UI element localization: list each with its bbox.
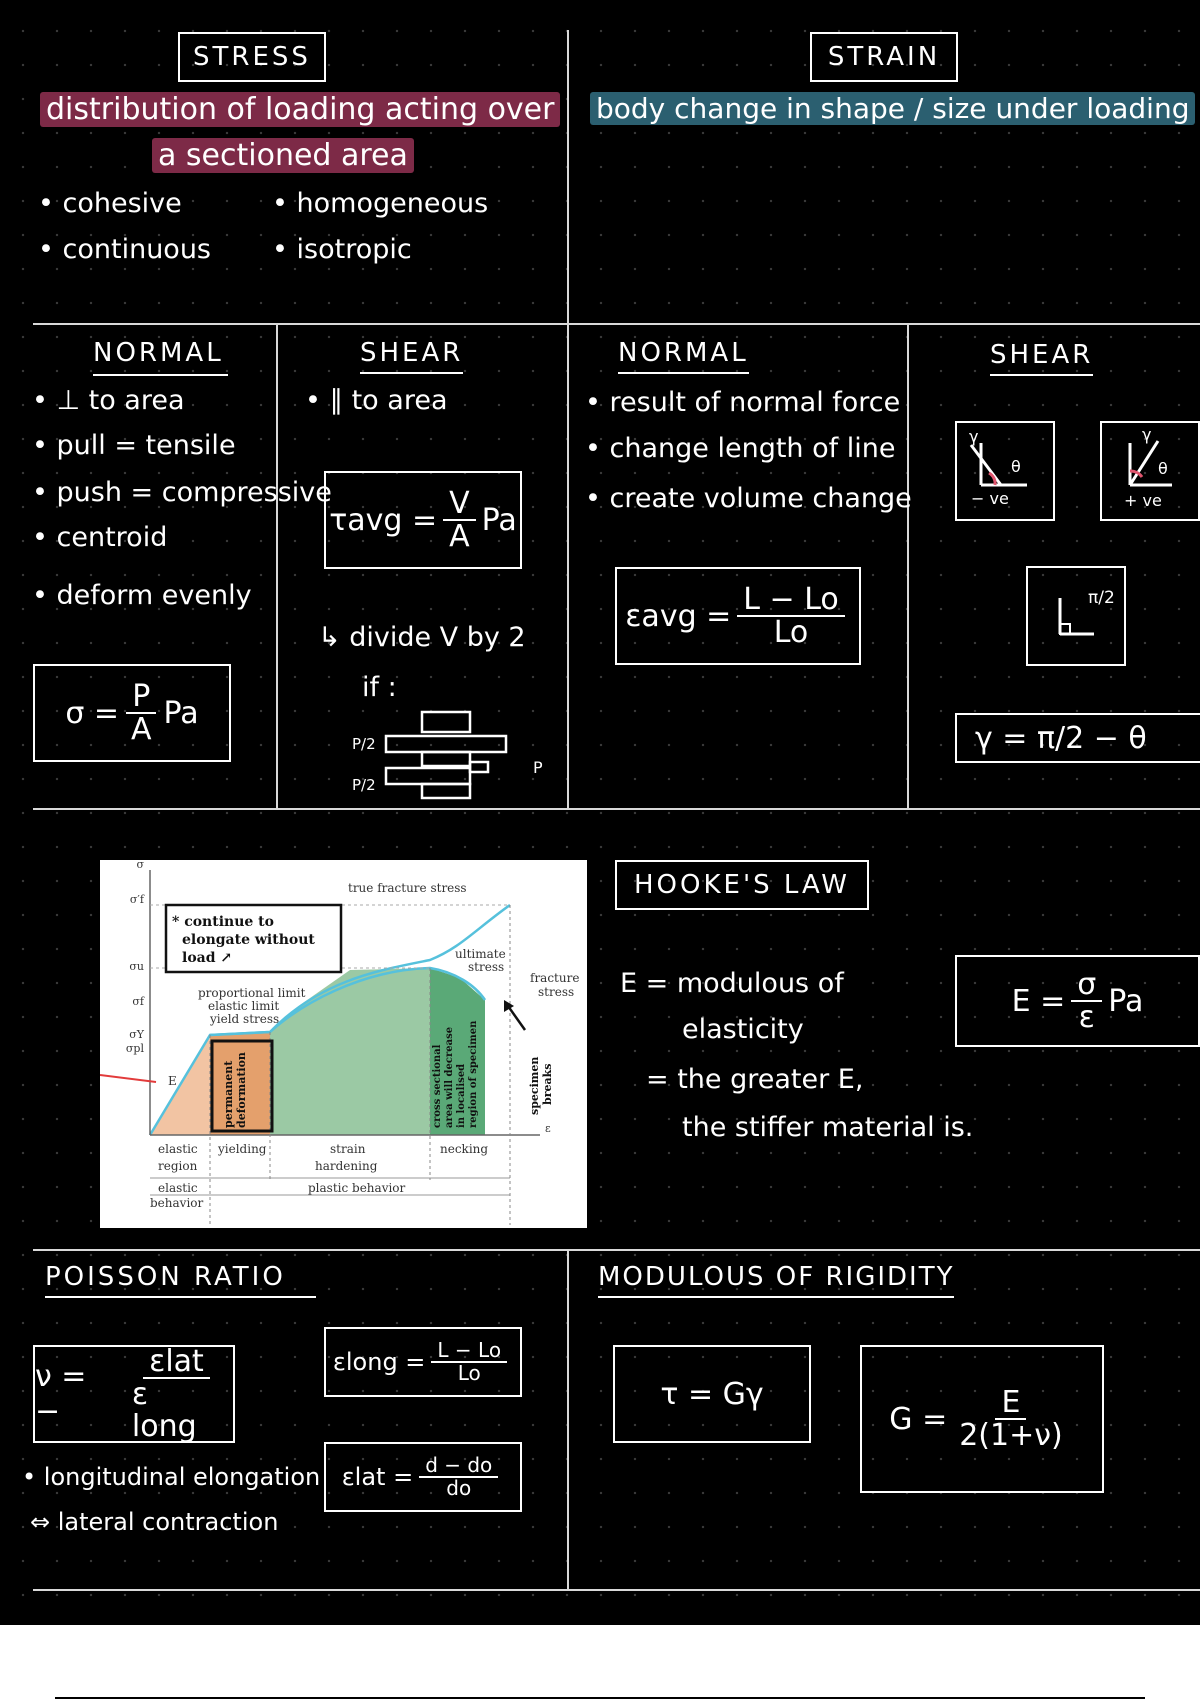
- fracture-label-1: fracture: [530, 971, 580, 985]
- cross-section-label-3: in localised: [456, 1063, 467, 1128]
- region-hardening: hardening: [315, 1159, 378, 1173]
- normal-stress-bullet-1: • ⊥ to area: [32, 385, 185, 416]
- proportional-label: proportional limit: [198, 986, 306, 1000]
- shear-strain-title: SHEAR: [990, 340, 1093, 370]
- cross-section-label-2: area will decrease: [444, 1026, 455, 1128]
- normal-strain-bullet-1: • result of normal force: [585, 387, 901, 418]
- axis-x-label: ε: [545, 1122, 551, 1135]
- rigidity-formula-1: τ = Gγ: [613, 1345, 811, 1443]
- divider-row1: [33, 323, 1200, 325]
- poisson-title: POISSON RATIO: [45, 1262, 316, 1292]
- ultimate-label-1: ultimate: [455, 947, 506, 961]
- tick-proportional: σpl: [125, 1042, 144, 1055]
- right-angle-box: π/2: [1026, 566, 1126, 666]
- stress-bullet-continuous: • continuous: [38, 234, 212, 265]
- stress-strain-diagram: [100, 860, 587, 1228]
- stress-title: STRESS: [178, 32, 326, 82]
- yield-stress-label: yield stress: [210, 1012, 280, 1026]
- divider-col1: [276, 323, 278, 809]
- normal-strain-bullet-3: • create volume change: [585, 483, 912, 514]
- tick-yield: σY: [129, 1028, 144, 1041]
- permanent-label-1: permanent: [222, 1060, 235, 1128]
- region-yielding: yielding: [218, 1142, 267, 1156]
- page-bottom-rule: [55, 1697, 1145, 1699]
- shear-strain-positive-box: γ θ + ve: [1100, 421, 1200, 521]
- normal-stress-title: NORMAL: [93, 338, 228, 368]
- poisson-note-line2: ⇔ lateral contraction: [30, 1508, 279, 1536]
- shear-stress-note-line1: ↳ divide V by 2: [318, 622, 526, 653]
- behavior-elastic-1: elastic: [158, 1181, 198, 1195]
- true-fracture-label: true fracture stress: [348, 881, 467, 895]
- tick-fracture: σf: [132, 995, 144, 1008]
- stress-bullet-homogeneous: • homogeneous: [272, 188, 489, 219]
- stress-bullet-cohesive: • cohesive: [38, 188, 182, 219]
- normal-strain-title: NORMAL: [618, 338, 749, 368]
- region-strain: strain: [330, 1142, 366, 1156]
- poisson-formula: ν = − $\frac{\text{εlat}}{\text{ε long}}$: [33, 1345, 235, 1443]
- stress-definition-line2: a sectioned area: [152, 138, 414, 173]
- stress-bullet-isotropic: • isotropic: [272, 234, 412, 265]
- shear-stress-formula: τavg = $\frac{V}{A}$ Pa: [324, 471, 522, 569]
- specimen-label-2: breaks: [541, 1063, 554, 1105]
- hookes-law-line1: E = modulous of: [620, 968, 844, 999]
- normal-stress-bullet-2: • pull = tensile: [32, 430, 236, 461]
- divider-row4: [33, 1589, 1200, 1591]
- hookes-law-line4: the stiffer material is.: [682, 1112, 974, 1143]
- hookes-law-line3: = the greater E,: [646, 1064, 864, 1095]
- axis-y-label: σ: [136, 860, 144, 871]
- divider-top-vertical: [567, 30, 569, 325]
- shear-strain-negative-box: γ θ − ve: [955, 421, 1055, 521]
- longitudinal-strain-formula: εlong = $\frac{L - Lo}{Lo}$: [324, 1327, 522, 1397]
- normal-strain-formula: εavg = $\frac{L - Lo}{Lo}$: [615, 567, 861, 665]
- specimen-label-1: specimen: [528, 1056, 541, 1115]
- shear-label-p-half-1: P/2: [352, 735, 376, 753]
- normal-stress-bullet-3: • push = compressive: [32, 477, 332, 508]
- divider-col3: [907, 323, 909, 809]
- behavior-elastic-2: behavior: [150, 1196, 204, 1210]
- normal-stress-bullet-5: • deform evenly: [32, 580, 252, 611]
- fracture-label-2: stress: [538, 985, 575, 999]
- shear-label-p: P: [533, 758, 543, 777]
- elastic-limit-label: elastic limit: [208, 999, 280, 1013]
- cross-section-label-1: cross sectional: [432, 1044, 443, 1128]
- strain-title: STRAIN: [810, 32, 958, 82]
- shear-label-p-half-2: P/2: [352, 776, 376, 794]
- hookes-law-title: HOOKE'S LAW: [615, 860, 869, 910]
- annotation-line3: load ↗: [182, 950, 233, 966]
- shear-stress-bullet: • ∥ to area: [305, 385, 448, 416]
- lateral-strain-formula: εlat = $\frac{d - do}{do}$: [324, 1442, 522, 1512]
- divider-bottom-vertical: [567, 1249, 569, 1589]
- tick-true-fracture: σ′f: [129, 893, 144, 906]
- divider-col2: [567, 323, 569, 809]
- rigidity-formula-2: G = $\frac{E}{2(1+\nu)}$: [860, 1345, 1104, 1493]
- shear-lap-joint-diagram: [350, 708, 550, 808]
- shear-stress-title: SHEAR: [360, 338, 463, 368]
- normal-stress-bullet-4: • centroid: [32, 522, 168, 553]
- normal-stress-formula: σ = $\frac{P}{A}$ Pa: [33, 664, 231, 762]
- region-elastic-1: elastic: [158, 1142, 198, 1156]
- shear-stress-note-line2: if :: [362, 672, 397, 703]
- ultimate-label-2: stress: [468, 960, 505, 974]
- divider-row2: [33, 808, 1200, 810]
- rigidity-title: MODULOUS OF RIGIDITY: [598, 1262, 954, 1292]
- tick-ultimate: σu: [129, 960, 144, 973]
- strain-definition: body change in shape / size under loading: [590, 92, 1195, 125]
- cross-section-label-4: region of specimen: [468, 1020, 479, 1128]
- annotation-line2: elongate without: [182, 932, 315, 948]
- annotation-line1: * continue to: [172, 914, 274, 930]
- modulus-label: E: [168, 1074, 177, 1088]
- poisson-note-line1: • longitudinal elongation: [22, 1463, 321, 1491]
- shear-strain-formula: γ = π/2 − θ: [955, 713, 1200, 763]
- region-elastic-2: region: [158, 1159, 198, 1173]
- right-angle-icon: [1028, 568, 1124, 664]
- hookes-law-line2: elasticity: [682, 1014, 804, 1045]
- behavior-plastic: plastic behavior: [308, 1181, 406, 1195]
- hookes-law-formula: E = $\frac{\sigma}{\varepsilon}$ Pa: [955, 955, 1200, 1047]
- permanent-label-2: deformation: [235, 1052, 248, 1128]
- stress-definition-line1: distribution of loading acting over: [40, 92, 560, 127]
- region-necking: necking: [440, 1142, 489, 1156]
- normal-strain-bullet-2: • change length of line: [585, 433, 896, 464]
- divider-row3: [33, 1249, 1200, 1251]
